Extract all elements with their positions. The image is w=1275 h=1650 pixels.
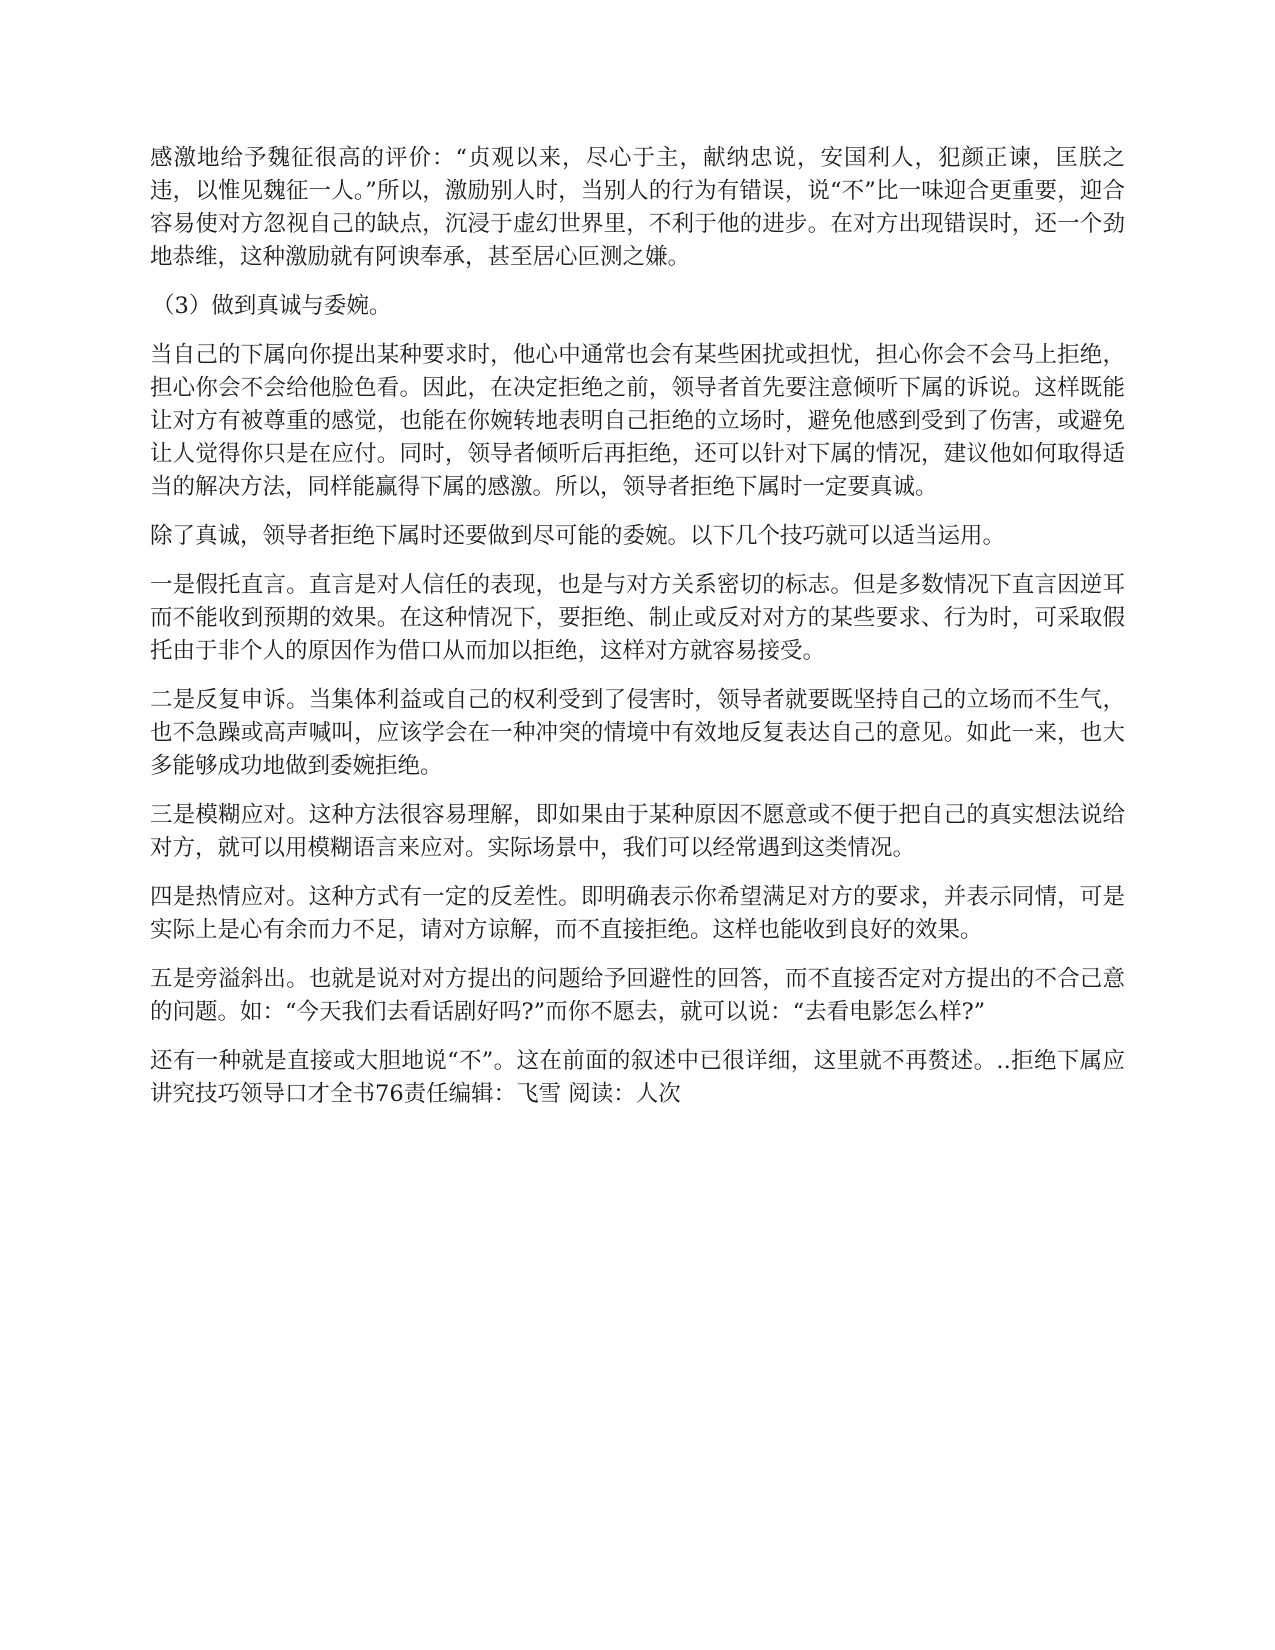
paragraph-listen-first: 当自己的下属向你提出某种要求时，他心中通常也会有某些困扰或担忧，担心你会不会马上拒绝，担心你会不会给他脸色看。因此，在决定拒绝之前，领导者首先要注意倾听下属的诉说。这样既能让对方有被尊重的感觉，也能在你婉转地表明自己拒绝的立场时，避免他感到受到了伤害，或避免让人觉得你只是在应付。同时，领导者倾听后再拒绝，还可以针对下属的情况，建议他如何取得适当的解决方法，同样能赢得下属的感激。所以，领导者拒绝下属时一定要真诚。 <box>150 342 1125 500</box>
paragraph-technique-3: 三是模糊应对。这种方法很容易理解，即如果由于某种原因不愿意或不便于把自己的真实想法说给对方，就可以用模糊语言来应对。实际场景中，我们可以经常遇到这类情况。 <box>150 802 1125 861</box>
paragraph-closing: 还有一种就是直接或大胆地说“不”。这在前面的叙述中已很详细，这里就不再赘述。..拒绝下属应讲究技巧领导口才全书76责任编辑：飞雪 阅读：人次 <box>150 1048 1125 1107</box>
document-page <box>150 142 1125 1127</box>
paragraph-technique-4: 四是热情应对。这种方式有一定的反差性。即明确表示你希望满足对方的要求，并表示同情，可是实际上是心有余而力不足，请对方谅解，而不直接拒绝。这样也能收到良好的效果。 <box>150 884 1125 943</box>
section-heading-sincerity: （3）做到真诚与委婉。 <box>152 293 392 319</box>
paragraph-tactful-intro: 除了真诚，领导者拒绝下属时还要做到尽可能的委婉。以下几个技巧就可以适当运用。 <box>150 523 1006 549</box>
paragraph-technique-2: 二是反复申诉。当集体利益或自己的权利受到了侵害时，领导者就要既坚持自己的立场而不生气，也不急躁或高声喊叫，应该学会在一种冲突的情境中有效地反复表达自己的意见。如此一来，也大多能够成功地做到委婉拒绝。 <box>150 687 1125 779</box>
paragraph-technique-1: 一是假托直言。直言是对人信任的表现，也是与对方关系密切的标志。但是多数情况下直言因逆耳而不能收到预期的效果。在这种情况下，要拒绝、制止或反对对方的某些要求、行为时，可采取假托由于非个人的原因作为借口从而加以拒绝，这样对方就容易接受。 <box>150 572 1125 664</box>
paragraph-technique-5: 五是旁溢斜出。也就是说对对方提出的问题给予回避性的回答，而不直接否定对方提出的不合己意的问题。如：“今天我们去看话剧好吗?”而你不愿去，就可以说：“去看电影怎么样?” <box>150 966 1125 1025</box>
paragraph-wei-zheng: 感激地给予魏征很高的评价：“贞观以来，尽心于主，献纳忠说，安国利人，犯颜正谏，匡朕之违，以惟见魏征一人。”所以，激励别人时，当别人的行为有错误，说“不”比一味迎合更重要，迎合容易使对方忽视自己的缺点，沉浸于虚幻世界里，不利于他的进步。在对方出现错误时，还一个劲地恭维，这种激励就有阿谀奉承，甚至居心叵测之嫌。 <box>150 145 1125 270</box>
